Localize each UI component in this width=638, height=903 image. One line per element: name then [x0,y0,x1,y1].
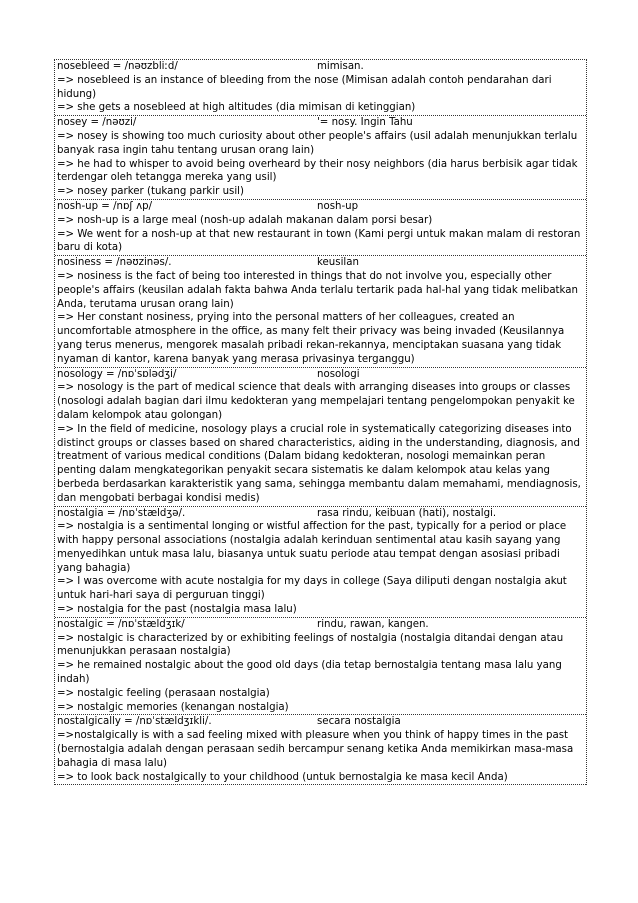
entry-line: => nosh-up is a large meal (nosh-up adalah makanan dalam porsi besar) [57,214,433,226]
entry-line: => We went for a nosh-up at that new restaurant in town (Kami pergi untuk makan malam di restoran baru di kota) [57,228,581,254]
entry-word: nosology = /nɒˈsɒlədʒi/ [57,368,177,380]
entry-line: => he had to whisper to avoid being overheard by their nosy neighbors (dia harus berbisik agar tidak terdengar oleh tetangga mereka yang usil) [57,158,578,184]
entry-meaning: rasa rindu, keibuan (hati), nostalgi. [317,507,497,519]
entry-line: => nosiness is the fact of being too interested in things that do not involve you, especially other people's affairs (keusilan adalah fakta bahwa Anda terlalu tertarik pada hal-hal yang tidak melibatkan Anda, terutama urusan orang lain) [57,270,578,310]
entry-header [57,618,584,632]
entry-word: nostalgically = /nɒˈstældʒɪkli/. [57,716,212,728]
dictionary-entry [55,116,586,200]
dictionary-entry [55,368,586,507]
entry-line: => nosebleed is an instance of bleeding from the nose (Mimisan adalah contoh pendarahan dari hidung) [57,74,552,100]
entry-meaning: keusilan [317,257,359,269]
entry-word: nostalgia = /nɒˈstældʒə/. [57,507,186,519]
entry-line: => nostalgic memories (kenangan nostalgia) [57,701,289,713]
entry-meaning: mimisan. [317,61,364,72]
entry-header [57,200,584,214]
entry-line: => nostalgia for the past (nostalgia masa lalu) [57,604,297,616]
entry-line: => nostalgia is a sentimental longing or wistful affection for the past, typically for a period or place with happy personal associations (nostalgia adalah kerinduan sentimental atau kasih sayang yang menyedihkan untuk masa lalu, biasanya untuk suatu periode atau tempat dengan asosiasi pribadi yang bahagia) [57,521,567,574]
entry-line: => she gets a nosebleed at high altitudes (dia mimisan di ketinggian) [57,102,416,114]
entry-header [57,116,584,130]
entry-line: =>nostalgically is with a sad feeling mixed with pleasure when you think of happy times in the past (bernostalgia adalah dengan perasaan sedih bercampur senang ketika Anda memikirkan masa-masa bahagia di masa lalu) [57,730,574,769]
dictionary-entry [55,715,586,785]
dictionary-entry [55,256,586,367]
entry-meaning: nosologi [317,368,360,380]
entry-line: => nostalgic is characterized by or exhibiting feelings of nostalgia (nostalgia ditandai dengan atau menunjukkan perasaan nostalgia) [57,632,564,658]
dictionary-entry [55,507,586,618]
entry-header [57,715,584,729]
dictionary-entry [55,618,586,716]
entry-line: => to look back nostalgically to your childhood (untuk bernostalgia ke masa kecil Anda) [57,771,508,783]
entry-meaning: nosh-up [317,200,359,212]
entry-meaning: rindu, rawan, kangen. [317,618,429,630]
entry-line: => In the field of medicine, nosology plays a crucial role in systematically categorizing diseases into distinct groups or classes based on shared characteristics, aiding in the understanding, diagnosis, and treatment of various medical conditions (Dalam bidang kedokteran, nosologi memainkan peran penting dalam mengkategorikan penyakit secara sistematis ke dalam kelompok atau kelas yang berbeda berdasarkan karakteristik yang sama, sehingga membantu dalam memahami, mendiagnosis, dan mengobati berbagai kondisi medis) [57,423,581,504]
entry-word: nosiness = /nəʊzinəs/. [57,257,172,269]
entry-line: => nosology is the part of medical science that deals with arranging diseases into groups or classes (nosologi adalah bagian dari ilmu kedokteran yang mempelajari tentang pengelompokan penyakit ke dalam kelompok atau golongan) [57,382,575,421]
entry-line: => nostalgic feeling (perasaan nostalgia) [57,687,270,699]
entry-word: nosh-up = /nɒʃ ʌp/ [57,200,153,212]
dictionary-document [54,59,587,785]
entry-word: nostalgic = /nɒˈstældʒɪk/ [57,618,185,630]
entry-line: => nosey parker (tukang parkir usil) [57,186,244,198]
entry-word: nosey = /nəʊzi/ [57,117,137,129]
entry-line: => Her constant nosiness, prying into the personal matters of her colleagues, created an uncomfortable atmosphere in the office, as many felt their privacy was being invaded (Keusilannya yang terus menerus, mengorek masalah pribadi rekan-rekannya, menciptakan suasana yang tidak nyaman di kantor, karena banyak yang merasa privasinya terganggu) [57,312,565,365]
entry-header [57,507,584,521]
entry-line: => I was overcome with acute nostalgia for my days in college (Saya diliputi dengan nostalgia akut untuk hari-hari saya di perguruan tinggi) [57,576,567,602]
dictionary-entry [55,200,586,256]
entry-line: => he remained nostalgic about the good old days (dia tetap bernostalgia tentang masa lalu yang indah) [57,660,562,686]
entry-header [57,368,584,382]
entry-header [57,60,584,74]
entry-meaning: '= nosy. Ingin Tahu [317,117,413,129]
entry-word: nosebleed = /nəʊzbliːd/ [57,61,178,72]
dictionary-entry [55,60,586,116]
entry-meaning: secara nostalgia [317,716,401,728]
entry-line: => nosey is showing too much curiosity about other people's affairs (usil adalah menunjukkan terlalu banyak rasa ingin tahu tentang urusan orang lain) [57,130,578,156]
entry-header [57,256,584,270]
